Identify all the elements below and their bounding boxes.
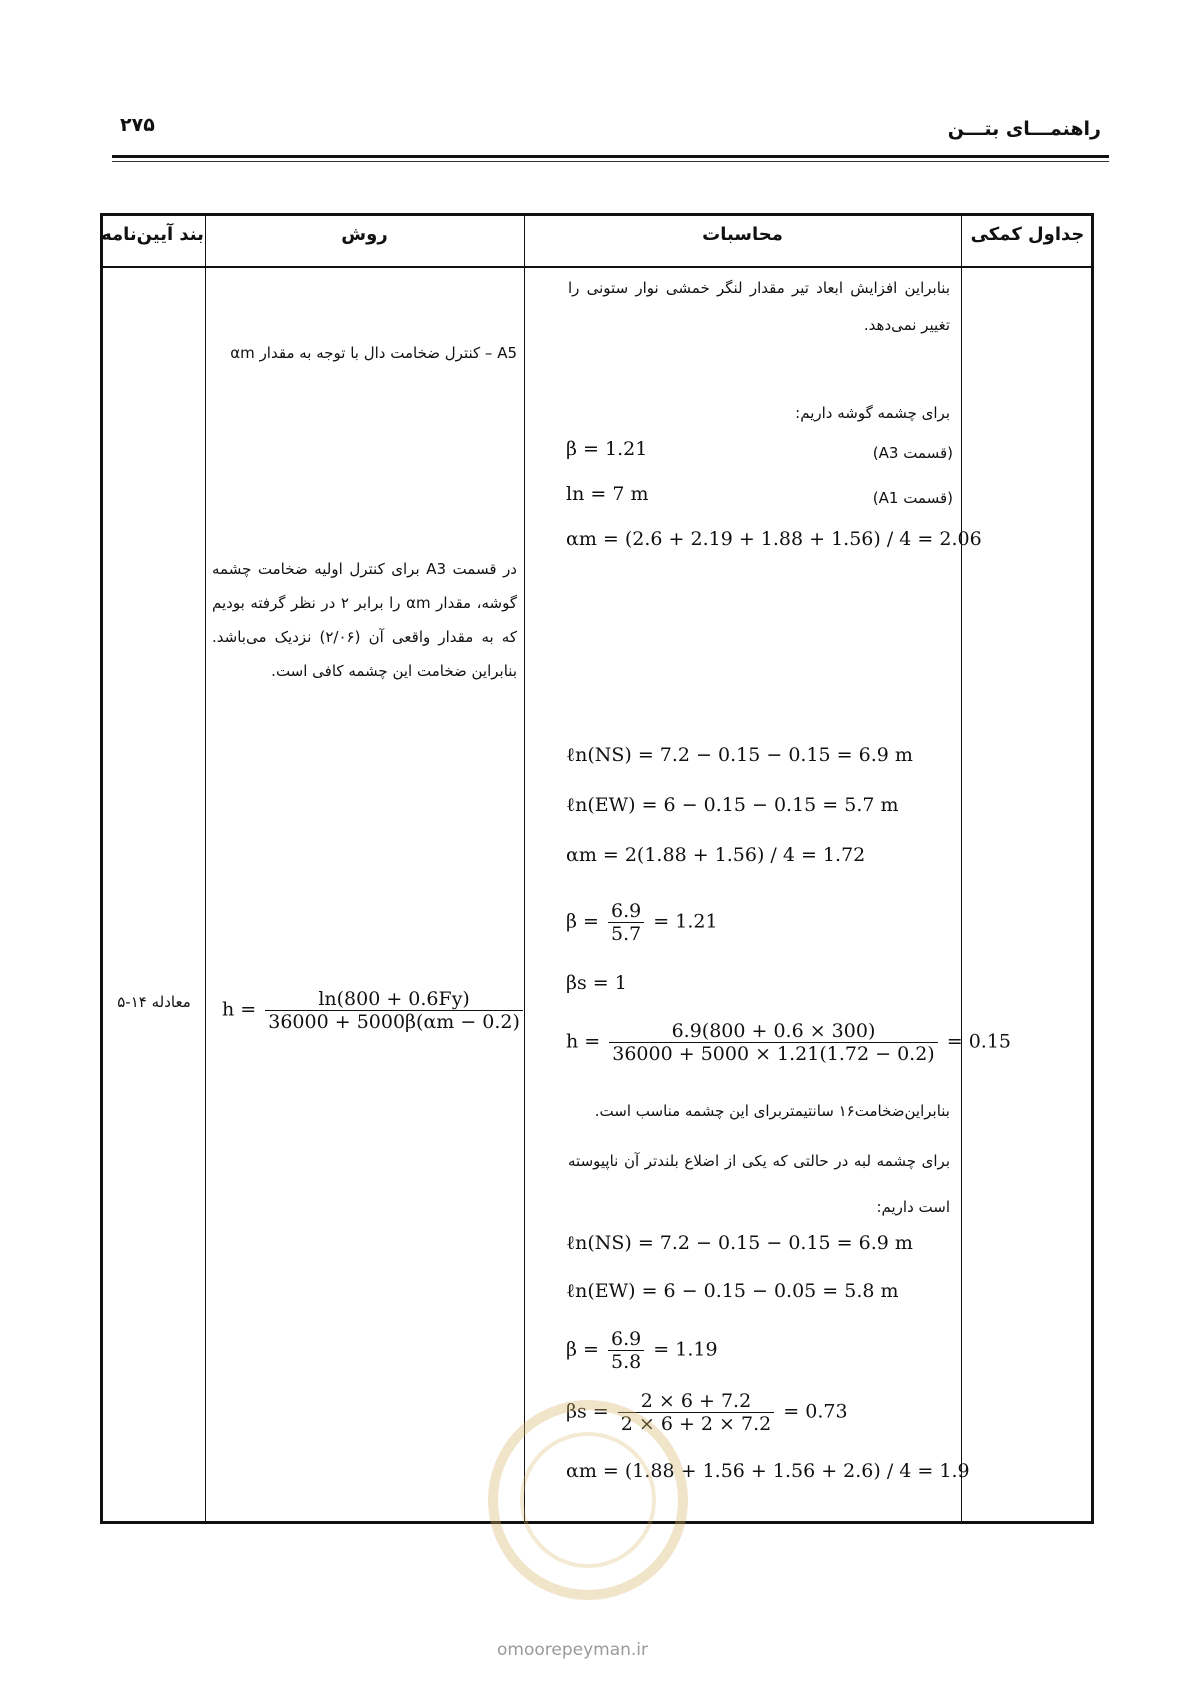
ln-value: ln = 7 m: [566, 483, 649, 505]
beta-result: = 1.21: [653, 910, 718, 933]
beta-fraction: [608, 1328, 644, 1373]
beta-result: = 1.19: [653, 1338, 718, 1361]
h-denominator: 36000 + 5000 × 1.21(1.72 − 0.2): [612, 1043, 935, 1065]
thickness-calculation: [566, 1020, 1011, 1065]
beta-s-numerator: 2 × 6 + 7.2: [618, 1390, 774, 1413]
method-paragraph: در قسمت A3 برای کنترل اولیه ضخامت چشمه گوشه، مقدار αm را برابر ۲ در نظر گرفته بودیم که به مقدار واقعی آن (۲/۰۶) نزدیک می‌باشد. بنابراین ضخامت این چشمه کافی است.: [212, 560, 517, 680]
alpha-m-edge: αm = (1.88 + 1.56 + 1.56 + 2.6) / 4 = 1.9: [566, 1460, 970, 1482]
header-rule: [112, 155, 1109, 158]
beta-s-result: = 0.73: [783, 1400, 848, 1423]
col-head-clause: بند آیین‌نامه: [101, 224, 204, 245]
running-title: راهنمـــای بتـــن: [947, 118, 1101, 140]
page-number: ۲۷۵: [120, 114, 155, 136]
beta-reference: (قسمت A3): [872, 444, 953, 462]
h-result: = 0.15: [946, 1030, 1012, 1053]
thickness-formula: [222, 988, 526, 1033]
formula-fraction: [265, 988, 523, 1033]
h-lhs: h =: [566, 1030, 601, 1053]
column-divider: [205, 213, 206, 1524]
calc-paragraph-1: بنابراین افزایش ابعاد تیر مقدار لنگر خمشی نوار ستونی را تغییر نمی‌دهد.: [568, 279, 950, 334]
h-numerator: 6.9(800 + 0.6 × 300): [609, 1020, 937, 1043]
col-head-aux-tables: جداول کمکی: [970, 224, 1085, 245]
calc-paragraph-3: بنابراین‌ضخامت۱۶ سانتیمتربرای این چشمه مناسب است.: [594, 1102, 950, 1120]
watermark-site: omoorepeyman.ir: [497, 1640, 649, 1660]
equation-reference: معادله ۱۴-۵: [117, 993, 191, 1011]
beta-numerator: 6.9: [608, 900, 644, 923]
col-head-method: روش: [341, 224, 388, 245]
beta-s-denominator: 2 × 6 + 2 × 7.2: [620, 1413, 772, 1435]
beta-ratio-2: [566, 1328, 718, 1373]
ln-reference: (قسمت A1): [872, 489, 953, 507]
header-rule-thin: [112, 161, 1109, 162]
calc-paragraph-2: برای چشمه گوشه داریم:: [795, 404, 950, 422]
beta-s-1: βs = 1: [566, 972, 627, 994]
alpha-m-interior: αm = 2(1.88 + 1.56) / 4 = 1.72: [566, 844, 866, 866]
beta-lhs: β =: [566, 1338, 599, 1361]
calc-paragraph-4: برای چشمه لبه در حالتی که یکی از اضلاع بلندتر آن ناپیوسته است داریم:: [568, 1152, 950, 1216]
beta-fraction: [608, 900, 644, 945]
ln-ns-edge: ℓn(NS) = 7.2 − 0.15 − 0.15 = 6.9 m: [566, 1232, 913, 1254]
watermark-seal-inner: [520, 1432, 656, 1568]
ln-ns-corner: ℓn(NS) = 7.2 − 0.15 − 0.15 = 6.9 m: [566, 744, 913, 766]
header-row-divider: [100, 266, 1094, 268]
formula-numerator: ln(800 + 0.6Fy): [265, 988, 523, 1011]
col-head-calculations: محاسبات: [702, 224, 783, 245]
beta-s-lhs: βs =: [566, 1400, 609, 1423]
ln-ew-corner: ℓn(EW) = 6 − 0.15 − 0.15 = 5.7 m: [566, 794, 899, 816]
formula-denominator: 36000 + 5000β(αm − 0.2): [268, 1011, 520, 1033]
beta-value: β = 1.21: [566, 438, 648, 460]
method-a5-heading: A5 – کنترل ضخامت دال با توجه به مقدار αm: [230, 344, 517, 362]
beta-denominator: 5.8: [611, 1351, 642, 1373]
beta-ratio-1: [566, 900, 718, 945]
beta-lhs: β =: [566, 910, 599, 933]
ln-ew-edge: ℓn(EW) = 6 − 0.15 − 0.05 = 5.8 m: [566, 1280, 899, 1302]
formula-lhs: h =: [222, 998, 257, 1021]
column-divider: [524, 213, 525, 1524]
h-fraction: [609, 1020, 937, 1065]
beta-denominator: 5.7: [611, 923, 642, 945]
alpha-m-corner: αm = (2.6 + 2.19 + 1.88 + 1.56) / 4 = 2.06: [566, 528, 982, 550]
beta-numerator: 6.9: [608, 1328, 644, 1351]
column-divider: [961, 213, 962, 1524]
